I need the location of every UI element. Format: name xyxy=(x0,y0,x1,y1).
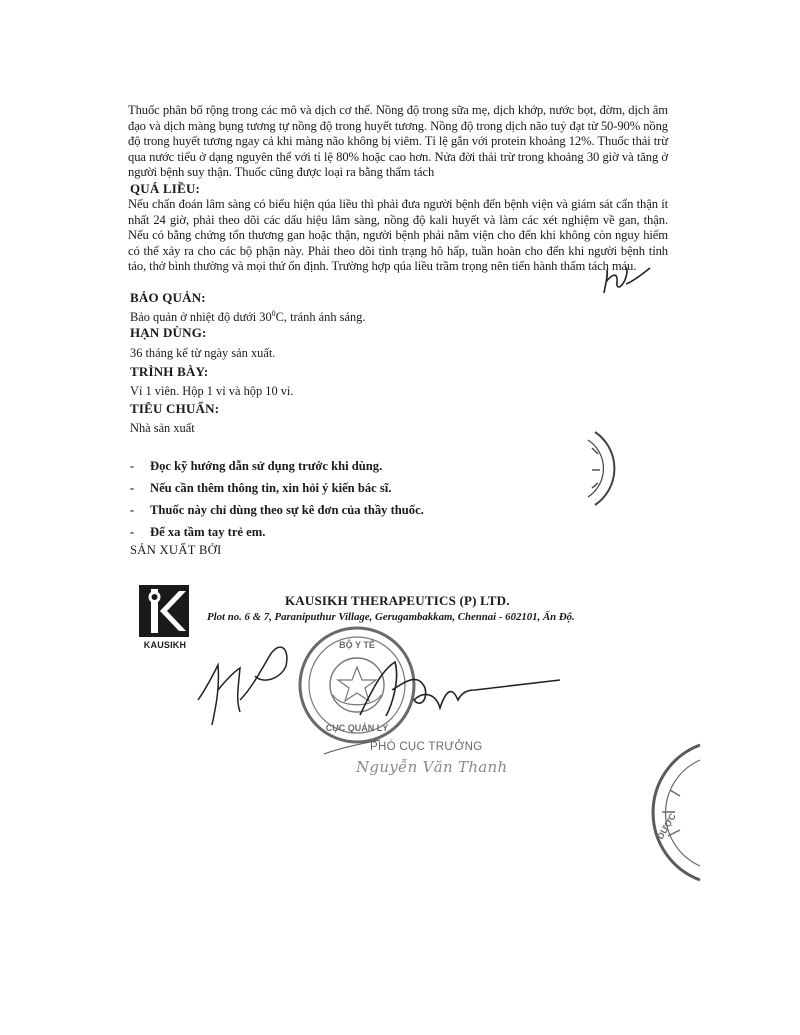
official-round-stamp xyxy=(300,628,414,742)
presentation-text: Vỉ 1 viên. Hộp 1 vỉ và hộp 10 vỉ. xyxy=(130,384,294,398)
warning-item: - Để xa tầm tay trẻ em. xyxy=(130,525,266,539)
left-signature xyxy=(198,647,287,725)
vice-director-title: PHÓ CỤC TRƯỞNG xyxy=(370,741,483,753)
warning-item: - Thuốc này chỉ dùng theo sự kê đơn của thầy thuốc. xyxy=(130,503,424,517)
logo-text: KAUSIKH xyxy=(143,640,187,650)
overdose-paragraph: Nếu chẩn đoán lâm sàng có biểu hiện qúa liều thì phải đưa người bệnh đến bệnh viện và giám sát cẩn thận ít nhất 24 giờ, phải theo dõi các dấu hiệu lâm sàng, nồng độ kali huyết và làm các xét nghiệm về gan, thận. Nếu có bằng chứng tổn thương gan hoặc thận, người bệnh phải nằm viện cho đến khi không còn nguy hiểm có thể xảy ra cho các bộ phận này. Phải theo dõi tình trạng hô hấp, tuần hoàn cho đến khi người bệnh tỉnh táo, thở bình thường và mọi thứ ổn định. Trường hợp qúa liều trầm trọng nên tiến hành thẩm tách máu. xyxy=(128,197,668,274)
svg-text:BỘ Y TẾ: BỘ Y TẾ xyxy=(339,640,375,650)
side-stamp-upper xyxy=(588,432,614,505)
warning-item: - Nếu cần thêm thông tin, xin hỏi ý kiến bác sĩ. xyxy=(130,481,392,495)
side-stamp-lower xyxy=(653,745,700,880)
director-signature xyxy=(360,662,560,716)
standard-text: Nhà sản xuất xyxy=(130,421,195,435)
company-address: Plot no. 6 & 7, Paraniputhur Village, Gerugambakkam, Chennai - 602101, Ấn Độ. xyxy=(207,611,575,623)
shelf-life-heading: HẠN DÙNG: xyxy=(130,325,207,340)
overdose-heading: QUÁ LIỀU: xyxy=(130,181,201,196)
vice-director-name: Nguyễn Văn Thanh xyxy=(356,758,508,776)
pharmacokinetics-paragraph: Thuốc phân bố rộng trong các mô và dịch cơ thể. Nồng độ trong sữa mẹ, dịch khớp, nước bọt, đờm, dịch âm đạo và dịch màng bụng tương tự nồng độ trong huyết tương. Nồng độ trong dịch não tuỷ đạt từ 50-90% nồng độ trong huyết tương ngay cả khi màng não không bị viêm. Tỉ lệ gắn với protein khoảng 12%. Thuốc thải trừ qua nước tiểu ở dạng nguyên thể với tỉ lệ 80% hoặc cao hơn. Nửa đời thải trừ trong khoảng 30 giờ và tăng ở người bệnh suy thận. Thuốc cũng được loại ra bằng thẩm tách xyxy=(128,103,668,180)
svg-text:CỤC QUẢN LÝ: CỤC QUẢN LÝ xyxy=(325,723,389,733)
shelf-life-text: 36 tháng kể từ ngày sản xuất. xyxy=(130,346,276,360)
warning-item: - Đọc kỹ hướng dẫn sử dụng trước khi dùng. xyxy=(130,459,383,473)
storage-text: Bảo quản ở nhiệt độ dưới $30^0C$, tránh ánh sáng. xyxy=(130,309,366,325)
storage-heading: BẢO QUẢN: xyxy=(130,290,206,305)
company-name: KAUSIKH THERAPEUTICS (P) LTD. xyxy=(285,593,510,608)
manufactured-by-label: SẢN XUẤT BỞI xyxy=(130,543,222,557)
svg-text:DƯỢC: DƯỢC xyxy=(655,811,678,841)
presentation-heading: TRÌNH BÀY: xyxy=(130,364,209,379)
standard-heading: TIÊU CHUẨN: xyxy=(130,401,220,416)
initial-signature xyxy=(604,268,650,293)
